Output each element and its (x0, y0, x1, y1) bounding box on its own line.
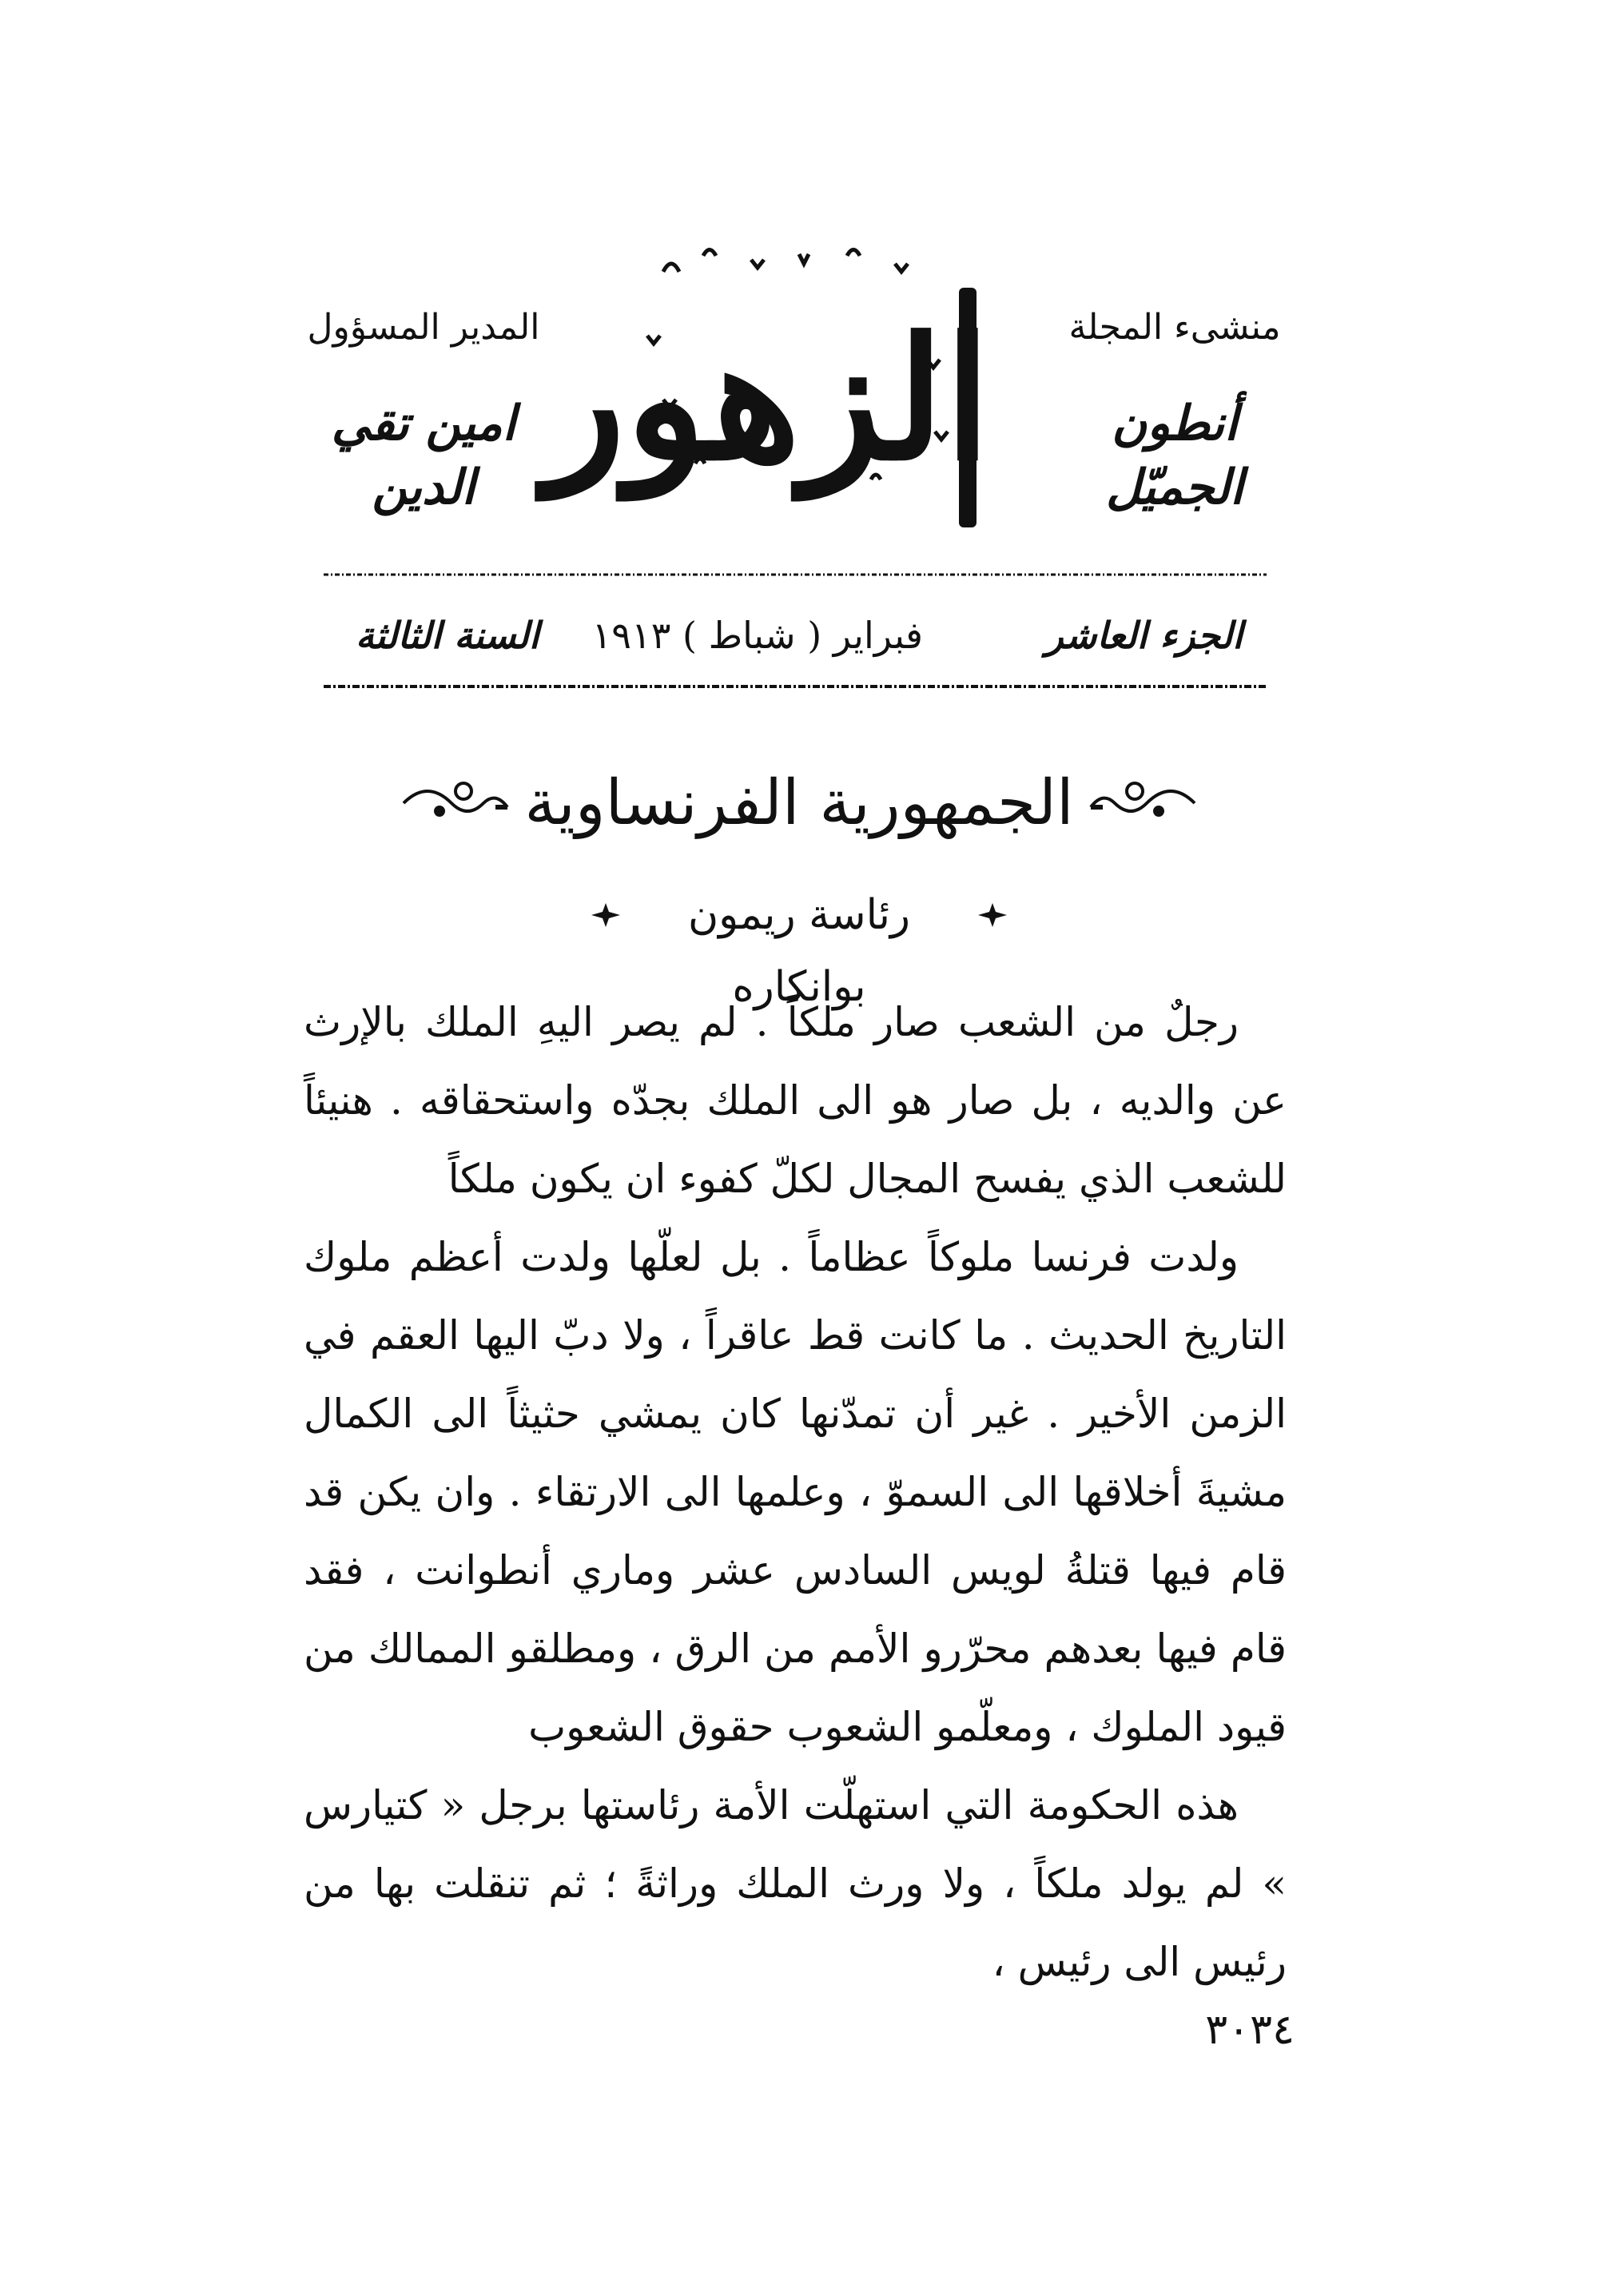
star-ornament-icon (591, 903, 620, 927)
page-number: ٣٠٣٤ (1205, 2006, 1295, 2054)
ornament-right-icon (1087, 767, 1199, 831)
founder-block (1055, 304, 1295, 519)
star-ornament-icon (978, 903, 1007, 927)
article-subtitle-block (591, 879, 1007, 1011)
manager-label: المدير المسؤول (307, 307, 540, 348)
paragraph: رجلٌ من الشعب صار ملكاً . لم يصر اليهِ الملك بالإرث عن والديه ، بل صار هو الى الملك بجدّه واستحقاقه . هنيئاً للشعب الذي يفسح المجال لكلّ كفوء ان يكون ملكاً (304, 999, 1287, 1202)
issue-info-line (324, 603, 1267, 667)
journal-title-logo (544, 240, 991, 559)
bottom-decorative-rule (324, 683, 1267, 690)
article-heading (400, 751, 1199, 855)
manager-block (304, 304, 543, 519)
top-decorative-rule (324, 571, 1267, 578)
issue-part: الجزء العاشر (1045, 614, 1243, 657)
article-title: الجمهورية الفرنساوية (524, 767, 1074, 839)
issue-year: السنة الثالثة (356, 614, 539, 657)
article-body (304, 983, 1287, 2001)
issue-date: فبراير ( شباط ) ١٩١٣ (591, 614, 923, 657)
founder-label: منشىء المجلة (1068, 307, 1281, 348)
paragraph: هذه الحكومة التي استهلّت الأمة رئاستها برجل « كتيارس » لم يولد ملكاً ، ولا ورث الملك وراثةً ؛ ثم تنقلت بها من رئيس الى رئيس ، (304, 1782, 1287, 1985)
ornament-left-icon (400, 767, 511, 831)
paragraph: ولدت فرنسا ملوكاً عظاماً . بل لعلّها ولدت أعظم ملوك التاريخ الحديث . ما كانت قط عاقراً ، ولا دبّ اليها العقم في الزمن الأخير . غير أن تمدّنها كان يمشي حثيثاً الى الكمال مشيةَ أخلاقها الى السموّ ، وعلمها الى الارتقاء . وان يكن قد قام فيها قتلةُ لويس السادس عشر وماري أنطوانت ، فقد قام فيها بعدهم محرّرو الأمم من الرق ، ومطلقو الممالك من قيود الملوك ، ومعلّمو الشعوب حقوق الشعوب (304, 1234, 1287, 1750)
journal-title: الزهور (544, 300, 991, 498)
masthead (304, 240, 1295, 559)
manager-name: امين تقي الدين (331, 396, 516, 515)
article-subtitle: رئاسة ريمون بوانكاره (687, 891, 911, 1011)
founder-name: أنطون الجميّل (1106, 396, 1243, 515)
